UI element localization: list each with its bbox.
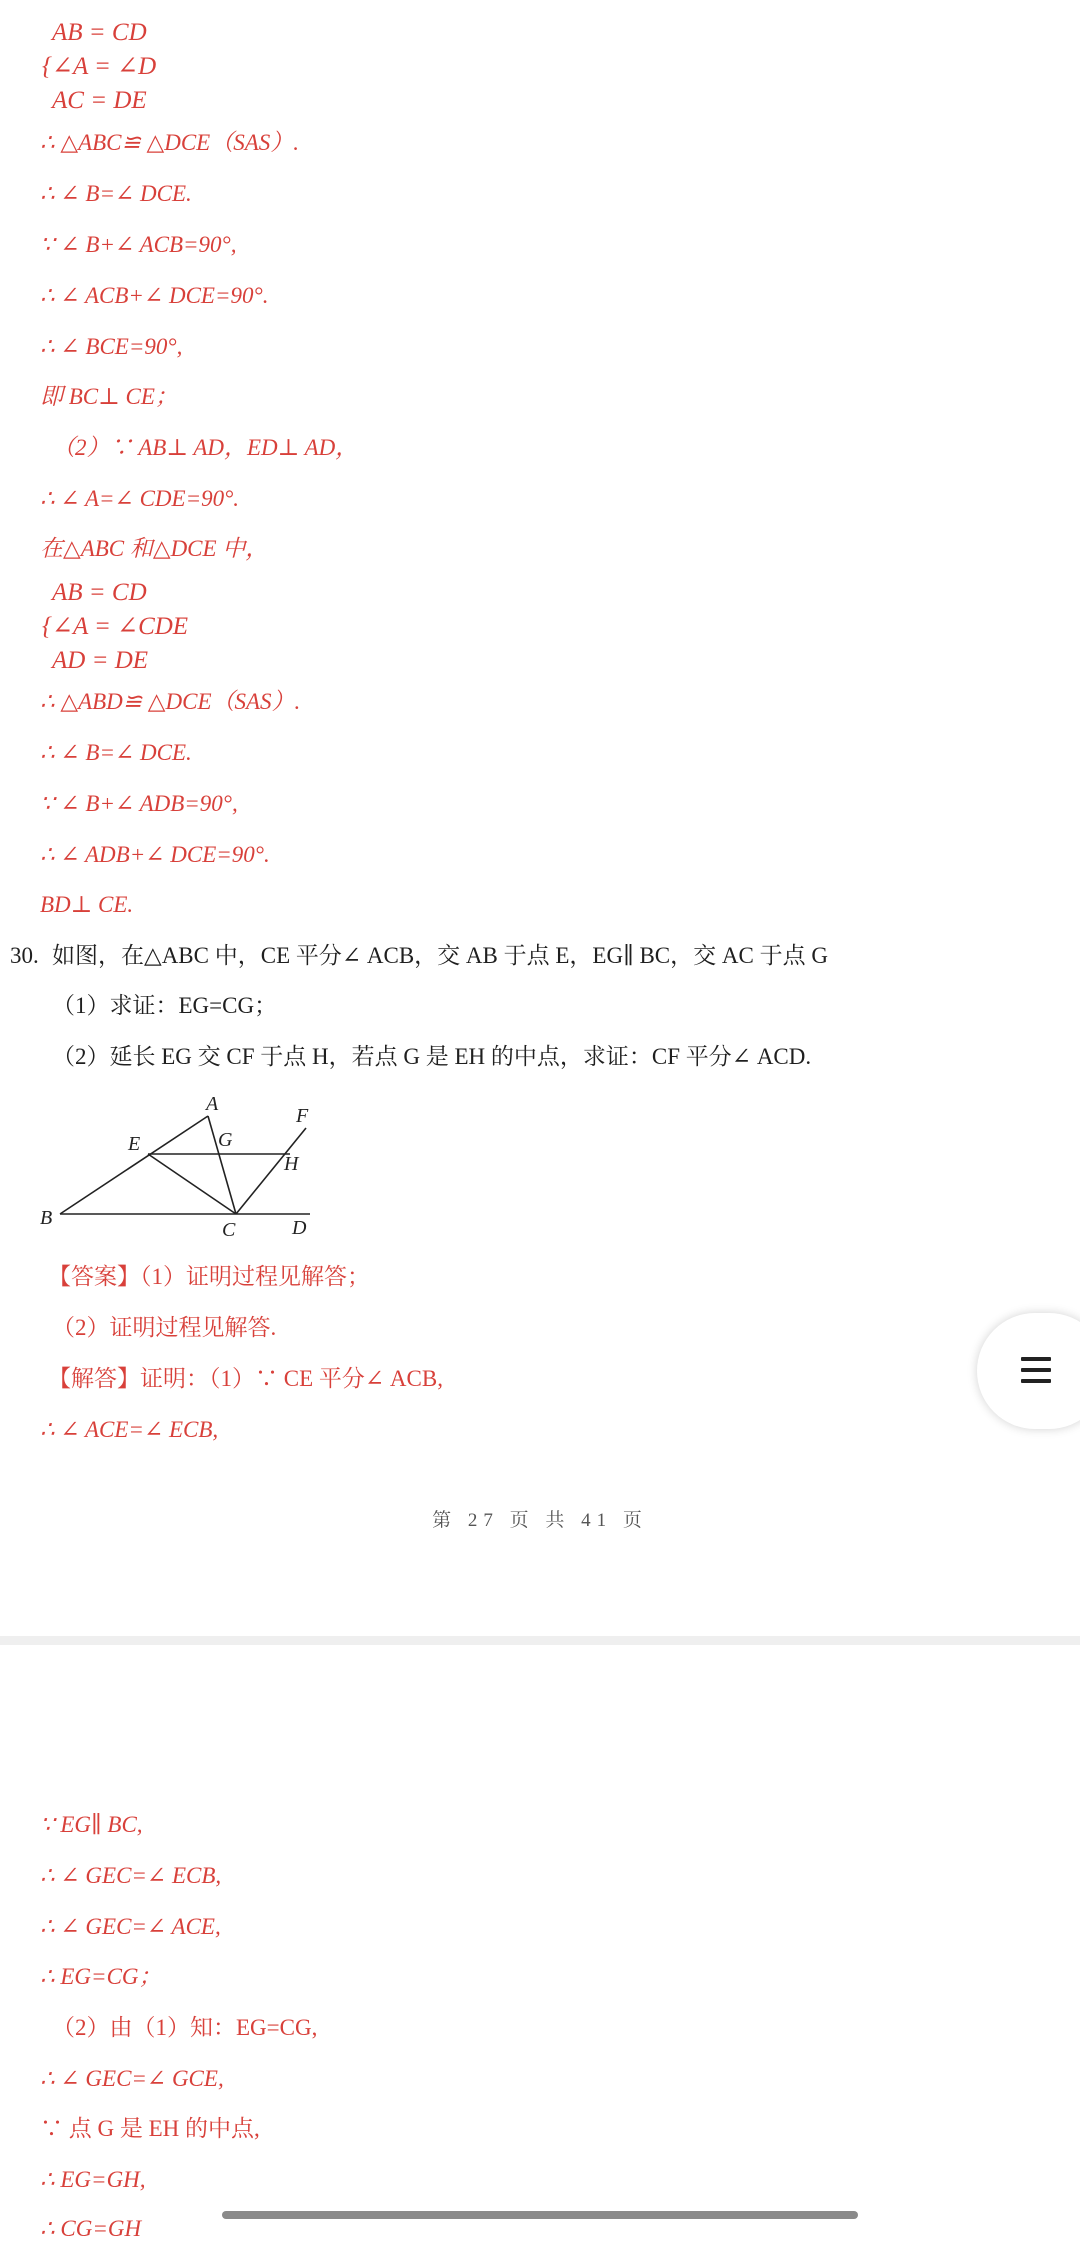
proof-line: ∴ ∠ BCE=90°, [40,334,183,359]
proof-line: 在△ABC 和△DCE 中， [40,536,269,561]
proof-line: BD⊥ CE. [40,892,134,917]
label-H: H [284,1153,299,1175]
geometry-figure [40,1090,330,1240]
page-footer: 第 27 页 共 41 页 [432,1510,648,1531]
proof-line: ∴ ∠ A=∠ CDE=90°. [40,486,240,511]
label-F: F [296,1105,309,1127]
segment-BA [60,1116,208,1214]
hamburger-icon [1021,1357,1051,1390]
label-C: C [222,1219,236,1240]
proof-line: ∴ EG=GH, [40,2167,146,2192]
proof-line: ∴ ∠ B=∠ DCE. [40,740,192,765]
question-number: 30. [10,943,39,968]
answer-line: 【答案】（1）证明过程见解答； [48,1264,370,1289]
equation-system-line: AC = DE [52,87,147,114]
segment-EC [148,1154,236,1214]
equation-system-line: AD = DE [52,647,149,674]
equation-system-line: {∠A = ∠D [42,53,157,80]
proof-line: ∴ ∠ GEC=∠ ECB, [40,1863,222,1888]
proof-line: ∴ △ABD≌ △DCE（SAS）. [40,689,301,714]
proof-line: （2）∵ AB⊥ AD，ED⊥ AD， [52,435,359,460]
menu-button[interactable] [977,1313,1080,1429]
proof-line: ∴ △ABC≌ △DCE（SAS）. [40,130,300,155]
proof-line: ∴ ∠ ACB+∠ DCE=90°. [40,283,269,308]
equation-system-line: AB = CD [52,19,147,46]
proof-line: ∴ ∠ GEC=∠ GCE, [40,2066,224,2091]
question-part-2: （2）延长 EG 交 CF 于点 H，若点 G 是 EH 的中点，求证：CF 平分∠ ACD. [52,1044,812,1069]
label-B: B [40,1207,53,1229]
question-stem: 如图，在△ABC 中，CE 平分∠ ACB，交 AB 于点 E，EG∥ BC，交 AC 于点 G [52,943,828,968]
label-D: D [292,1217,307,1239]
answer-line: ∴ ∠ ACE=∠ ECB, [40,1417,219,1442]
proof-line: ∵ ∠ B+∠ ADB=90°, [40,791,238,816]
answer-line: 【解答】证明：（1）∵ CE 平分∠ ACB, [48,1366,443,1391]
proof-line: ∴ ∠ ADB+∠ DCE=90°. [40,842,270,867]
page-separator [0,1636,1080,1645]
question-part-1: （1）求证：EG=CG； [52,993,278,1018]
proof-line: ∴ CG=GH [40,2216,142,2241]
home-indicator[interactable] [222,2211,858,2219]
proof-line: ∴ ∠ GEC=∠ ACE, [40,1914,221,1939]
proof-line: ∵ EG∥ BC, [40,1812,143,1837]
proof-line: （2）由（1）知：EG=CG, [52,2015,318,2040]
label-G: G [218,1129,233,1151]
answer-line: （2）证明过程见解答. [52,1315,277,1340]
proof-line: ∴ EG=CG； [40,1964,162,1989]
equation-system-line: AB = CD [52,579,147,606]
label-E: E [128,1133,141,1155]
proof-line: ∵ 点 G 是 EH 的中点, [40,2116,260,2141]
label-A: A [206,1093,219,1115]
equation-system-line: {∠A = ∠CDE [42,613,189,640]
proof-line: ∵ ∠ B+∠ ACB=90°, [40,232,237,257]
proof-line: 即 BC⊥ CE； [40,384,178,409]
proof-line: ∴ ∠ B=∠ DCE. [40,181,192,206]
